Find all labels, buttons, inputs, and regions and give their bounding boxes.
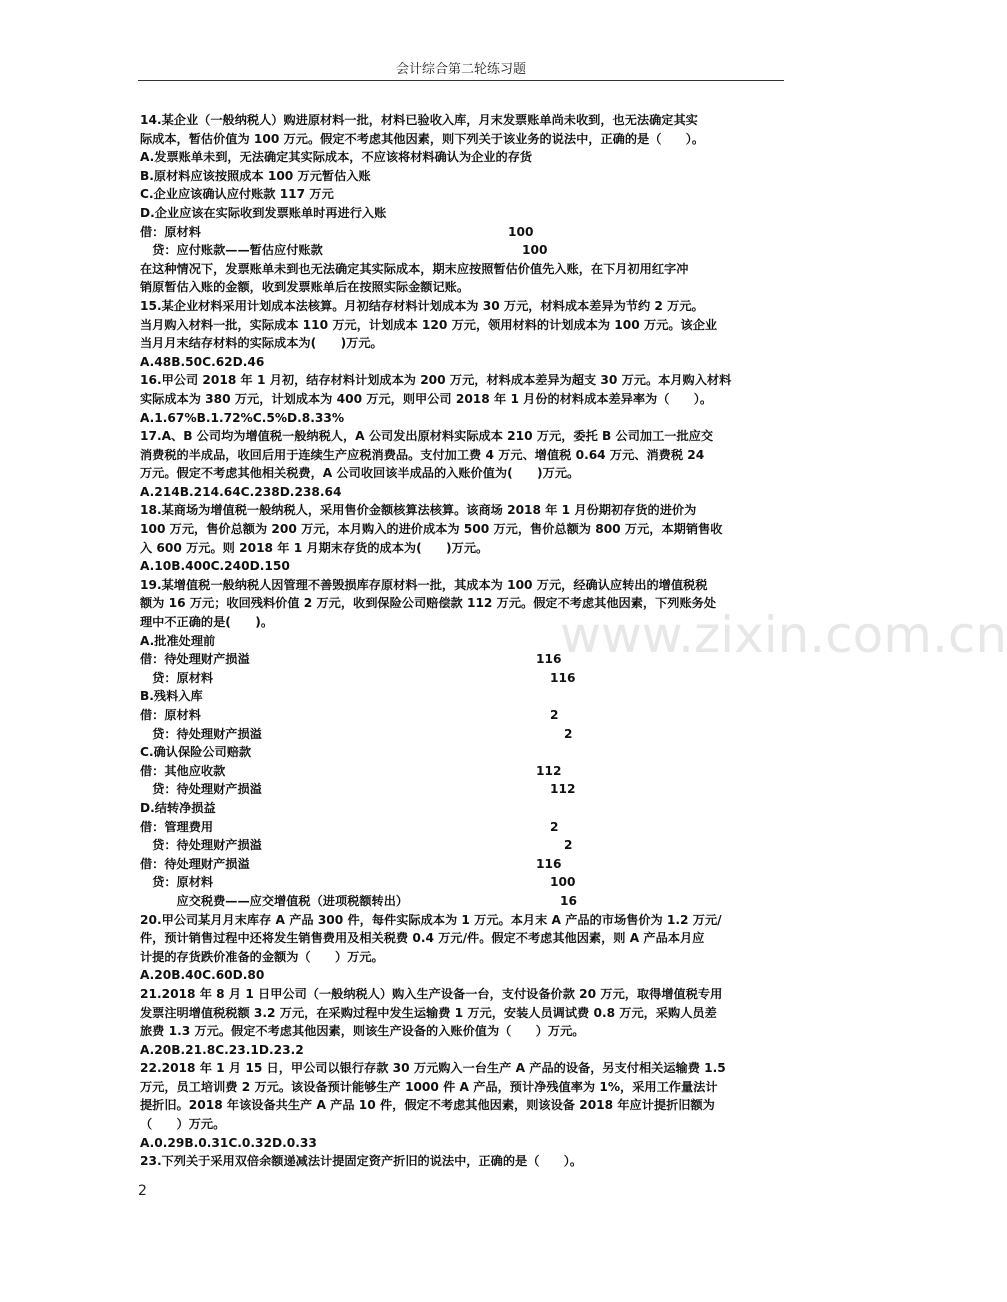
text-line xyxy=(140,483,800,502)
line-text: C.确认保险公司赔款 xyxy=(140,745,252,760)
line-text: 借：待处理财产损溢 xyxy=(140,652,250,667)
line-text: 贷：待处理财产损溢 xyxy=(140,782,262,797)
line-text: 计提的存货跌价准备的金额为（ ）万元。 xyxy=(140,949,384,964)
line-text: 实际成本为 380 万元，计划成本为 400 万元，则甲公司 2018 年 1 月份的材料成本差异率为（ ）。 xyxy=(140,391,713,406)
text-line xyxy=(140,687,800,706)
line-text: A.20B.40C.60D.80 xyxy=(140,968,265,983)
line-text: A.10B.400C.240D.150 xyxy=(140,559,290,574)
entry-amount: 100 xyxy=(550,875,576,890)
line-text: B.残料入库 xyxy=(140,689,203,704)
text-line xyxy=(140,1041,800,1060)
line-text: 21.2018 年 8 月 1 日甲公司（一般纳税人）购入生产设备一台，支付设备价款 20 万元，取得增值税专用 xyxy=(140,986,723,1001)
line-text: 贷：待处理财产损溢 xyxy=(140,726,262,741)
line-text: 当月购入材料一批，实际成本 110 万元，计划成本 120 万元，领用材料的计划成本为 100 万元。该企业 xyxy=(140,317,718,332)
text-line xyxy=(140,855,800,874)
text-line xyxy=(140,278,800,297)
entry-amount: 100 xyxy=(522,243,548,258)
text-line xyxy=(140,1152,800,1171)
line-text: B.原材料应该按照成本 100 万元暂估入账 xyxy=(140,168,371,183)
line-text: 16.甲公司 2018 年 1 月初，结存材料计划成本为 200 万元，材料成本差异为超支 30 万元。本月购入材料 xyxy=(140,373,732,388)
line-text: 当月月末结存材料的实际成本为( )万元。 xyxy=(140,336,383,351)
text-line xyxy=(140,1134,800,1153)
text-line xyxy=(140,464,800,483)
text-line xyxy=(140,501,800,520)
line-text: 额为 16 万元；收回残料价值 2 万元，收到保险公司赔偿款 112 万元。假定不考虑其他因素，下列账务处 xyxy=(140,596,717,611)
line-text: A.214B.214.64C.238D.238.64 xyxy=(140,484,342,499)
text-line xyxy=(140,353,800,372)
line-text: 贷：原材料 xyxy=(140,670,214,685)
text-line xyxy=(140,1059,800,1078)
entry-amount: 116 xyxy=(536,856,562,871)
line-text: 提折旧。2018 年该设备共生产 A 产品 10 件，假定不考虑其他因素，则该设备 2018 年应计提折旧额为 xyxy=(140,1098,715,1113)
text-line xyxy=(140,334,800,353)
text-line xyxy=(140,1115,800,1134)
text-line xyxy=(140,706,800,725)
entry-amount: 2 xyxy=(564,726,573,741)
entry-amount: 112 xyxy=(536,763,562,778)
text-line xyxy=(140,371,800,390)
text-line xyxy=(140,650,800,669)
line-text: A.发票账单未到，无法确定其实际成本，不应该将材料确认为企业的存货 xyxy=(140,150,533,165)
line-text: 在这种情况下，发票账单未到也无法确定其实际成本，期末应按照暂估价值先入账，在下月初用红字冲 xyxy=(140,261,689,276)
page-header xyxy=(138,58,784,81)
line-text: 应交税费——应交增值税（进项税额转出） xyxy=(140,893,409,908)
line-text: 贷：原材料 xyxy=(140,875,214,890)
line-text: 发票注明增值税税额 3.2 万元，在采购过程中发生运输费 1 万元，安装人员调试费 0.8 万元，采购人员差 xyxy=(140,1005,717,1020)
text-line xyxy=(140,446,800,465)
line-text: 贷：应付账款——暂估应付账款 xyxy=(140,243,323,258)
line-text: 19.某增值税一般纳税人因管理不善毁损库存原材料一批，其成本为 100 万元，经确认应转出的增值税税 xyxy=(140,577,708,592)
line-text: 件，预计销售过程中还将发生销售费用及相关税费 0.4 万元/件。假定不考虑其他因素，则 A 产品本月应 xyxy=(140,931,705,946)
text-line xyxy=(140,836,800,855)
entry-amount: 116 xyxy=(550,670,576,685)
text-line xyxy=(140,743,800,762)
line-text: 15.某企业材料采用计划成本法核算。月初结存材料计划成本为 30 万元，材料成本差异为节约 2 万元。 xyxy=(140,298,704,313)
line-text: 14.某企业（一般纳税人）购进原材料一批，材料已验收入库，月末发票账单尚未收到，也无法确定其实 xyxy=(140,113,698,127)
entry-amount: 100 xyxy=(508,224,534,239)
line-text: 20.甲公司某月月末库存 A 产品 300 件，每件实际成本为 1 万元。本月末 A 产品的市场售价为 1.2 万元/ xyxy=(140,912,722,927)
text-line xyxy=(140,130,800,149)
text-line xyxy=(140,316,800,335)
text-line xyxy=(140,873,800,892)
line-text: 借：待处理财产损溢 xyxy=(140,856,250,871)
text-line xyxy=(140,260,800,279)
text-line xyxy=(140,911,800,930)
text-line xyxy=(140,818,800,837)
text-line xyxy=(140,167,800,186)
line-text: 100 万元，售价总额为 200 万元，本月购入的进价成本为 500 万元，售价总额为 800 万元，本期销售收 xyxy=(140,522,723,537)
text-line xyxy=(140,576,800,595)
line-text: 借：其他应收款 xyxy=(140,763,226,778)
text-line xyxy=(140,1004,800,1023)
line-text: 贷：待处理财产损溢 xyxy=(140,838,262,853)
line-text: 借：管理费用 xyxy=(140,819,214,834)
text-line xyxy=(140,948,800,967)
line-text: （ ）万元。 xyxy=(140,1117,226,1132)
text-line xyxy=(140,241,800,260)
line-text: 理中不正确的是( )。 xyxy=(140,615,274,630)
text-line xyxy=(140,892,800,911)
line-text: D.结转净损益 xyxy=(140,800,216,815)
text-line xyxy=(140,1096,800,1115)
text-line xyxy=(140,780,800,799)
text-line xyxy=(140,390,800,409)
text-line xyxy=(140,669,800,688)
line-text: 旅费 1.3 万元。假定不考虑其他因素，则该生产设备的入账价值为（ ）万元。 xyxy=(140,1024,585,1039)
text-line xyxy=(140,148,800,167)
entry-amount: 2 xyxy=(550,708,559,722)
text-line xyxy=(140,539,800,558)
line-text: 23.下列关于采用双倍余额递减法计提固定资产折旧的说法中，正确的是（ ）。 xyxy=(140,1154,583,1169)
line-text: 入 600 万元。则 2018 年 1 月期末存货的成本为( )万元。 xyxy=(140,540,489,555)
entry-amount: 2 xyxy=(564,838,573,853)
line-text: 18.某商场为增值税一般纳税人，采用售价金额核算法核算。该商场 2018 年 1 月份期初存货的进价为 xyxy=(140,503,697,518)
line-text: 22.2018 年 1 月 15 日，甲公司以银行存款 30 万元购入一台生产 A 产品的设备，另支付相关运输费 1.5 xyxy=(140,1061,726,1076)
text-line xyxy=(140,613,800,632)
text-line xyxy=(140,985,800,1004)
text-line xyxy=(140,725,800,744)
document-body xyxy=(140,111,800,1171)
text-line xyxy=(140,1078,800,1097)
text-line xyxy=(140,929,800,948)
entry-amount: 112 xyxy=(550,782,576,797)
line-text: A.48B.50C.62D.46 xyxy=(140,354,265,369)
line-text: A.20B.21.8C.23.1D.23.2 xyxy=(140,1042,304,1057)
line-text: 万元。假定不考虑其他相关税费，A 公司收回该半成品的入账价值为( )万元。 xyxy=(140,466,580,481)
header-title: 会计综合第二轮练习题 xyxy=(395,62,526,77)
line-text: 销原暂估入账的金额，收到发票账单后在按照实际金额记账。 xyxy=(140,280,470,295)
text-line xyxy=(140,427,800,446)
line-text: 万元，员工培训费 2 万元。该设备预计能够生产 1000 件 A 产品，预计净残值率为 1%，采用工作量法计 xyxy=(140,1079,718,1094)
text-line xyxy=(140,557,800,576)
line-text: D.企业应该在实际收到发票账单时再进行入账 xyxy=(140,205,387,220)
line-text: A.1.67%B.1.72%C.5%D.8.33% xyxy=(140,410,345,425)
line-text: A.批准处理前 xyxy=(140,633,216,648)
entry-amount: 16 xyxy=(560,893,577,908)
entry-amount: 2 xyxy=(550,819,559,834)
line-text: 借：原材料 xyxy=(140,224,201,239)
text-line xyxy=(140,594,800,613)
line-text: 借：原材料 xyxy=(140,708,201,722)
text-line xyxy=(140,762,800,781)
text-line xyxy=(140,1022,800,1041)
line-text: 消费税的半成品，收回后用于连续生产应税消费品。支付加工费 4 万元、增值税 0.64 万元、消费税 24 xyxy=(140,447,705,462)
text-line xyxy=(140,185,800,204)
text-line xyxy=(140,799,800,818)
text-line xyxy=(140,966,800,985)
line-text: 际成本，暂估价值为 100 万元。假定不考虑其他因素，则下列关于该业务的说法中，正确的是（ ）。 xyxy=(140,131,705,146)
watermark: www.zixin.com.cn xyxy=(560,606,1007,664)
entry-amount: 116 xyxy=(536,652,562,667)
text-line xyxy=(140,204,800,223)
text-line xyxy=(140,111,800,130)
text-line xyxy=(140,409,800,428)
line-text: A.0.29B.0.31C.0.32D.0.33 xyxy=(140,1135,317,1150)
page-number: 2 xyxy=(138,1183,147,1199)
text-line xyxy=(140,297,800,316)
line-text: C.企业应该确认应付账款 117 万元 xyxy=(140,187,334,202)
text-line xyxy=(140,632,800,651)
text-line xyxy=(140,520,800,539)
text-line xyxy=(140,223,800,242)
line-text: 17.A、B 公司均为增值税一般纳税人，A 公司发出原材料实际成本 210 万元，委托 B 公司加工一批应交 xyxy=(140,429,714,444)
